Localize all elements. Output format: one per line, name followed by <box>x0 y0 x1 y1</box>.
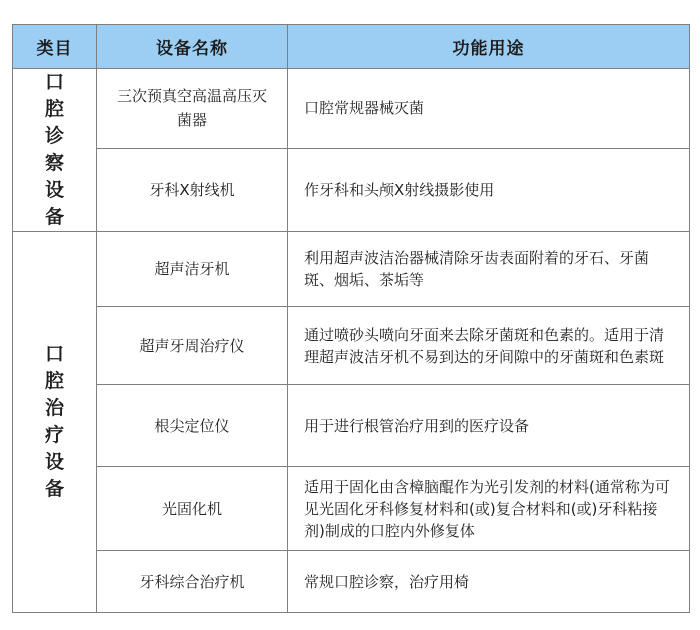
device-name-cell: 牙科X射线机 <box>97 148 288 231</box>
device-function-cell: 常规口腔诊察，治疗用椅 <box>288 551 690 613</box>
table-row <box>13 69 690 149</box>
device-function-cell: 通过喷砂头喷向牙面来去除牙菌斑和色素的。适用于清理超声波洁牙机不易到达的牙间隙中的牙菌斑和色素斑 <box>288 307 690 385</box>
device-function-cell: 适用于固化由含樟脑醌作为光引发剂的材料(通常称为可见光固化牙科修复材料和(或)复合材料和(或)牙科粘接剂)制成的口腔内外修复体 <box>288 467 690 551</box>
table-row <box>13 551 690 613</box>
device-function-cell: 利用超声波洁治器械清除牙齿表面附着的牙石、牙菌斑、烟垢、茶垢等 <box>288 232 690 307</box>
device-name-cell: 根尖定位仪 <box>97 385 288 467</box>
equipment-table <box>12 24 690 613</box>
header-category: 类目 <box>13 25 97 69</box>
device-name-cell: 超声洁牙机 <box>97 232 288 307</box>
device-function-cell: 口腔常规器械灭菌 <box>288 69 690 149</box>
header-function: 功能用途 <box>288 25 690 69</box>
device-name-cell: 光固化机 <box>97 467 288 551</box>
device-name-cell: 三次预真空高温高压灭菌器 <box>97 69 288 149</box>
header-row <box>13 25 690 69</box>
table-row <box>13 467 690 551</box>
table-row <box>13 385 690 467</box>
category-cell-diagnosis <box>13 69 97 232</box>
device-function-cell: 作牙科和头颅X射线摄影使用 <box>288 148 690 231</box>
table-row <box>13 307 690 385</box>
device-name-cell: 牙科综合治疗机 <box>97 551 288 613</box>
table-row <box>13 148 690 231</box>
category-label: 口腔治疗设备 <box>44 343 64 500</box>
table-row <box>13 232 690 307</box>
category-label: 口腔诊察设备 <box>44 71 64 228</box>
device-name-cell: 超声牙周治疗仪 <box>97 307 288 385</box>
category-cell-treatment <box>13 232 97 613</box>
header-device-name: 设备名称 <box>97 25 288 69</box>
device-function-cell: 用于进行根管治疗用到的医疗设备 <box>288 385 690 467</box>
